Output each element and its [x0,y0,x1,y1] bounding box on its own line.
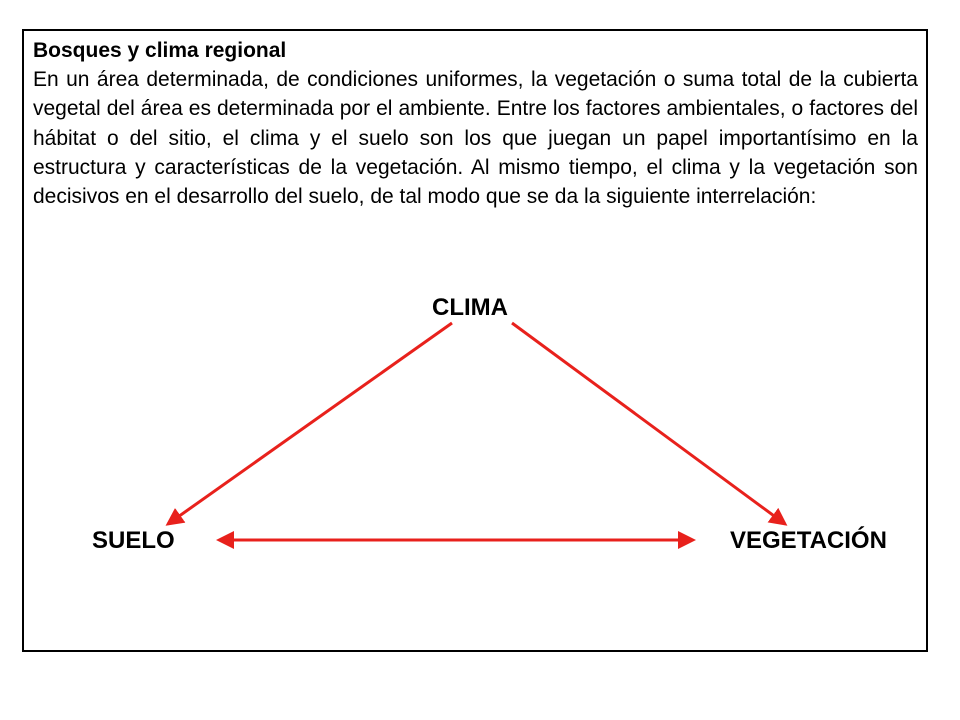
node-vegetacion: VEGETACIÓN [730,527,887,554]
arrow-clima-to-vegetacion [512,323,785,524]
slide-paragraph: En un área determinada, de condiciones uniformes, la vegetación o suma total de la cubierta vegetal del área es determinada por el ambiente. Entre los factores ambientales, o factores del hábitat o del sitio, el clima y el suelo son los que juegan un papel importantísimo en la estructura y características de la vegetación. Al mismo tiempo, el clima y la vegetación son decisivos en el desarrollo del suelo, de tal modo que se da la siguiente interrelación: [33,68,918,209]
node-clima: CLIMA [432,294,508,321]
arrow-clima-to-suelo [168,323,452,524]
slide-title: Bosques y clima regional [33,39,287,62]
node-suelo: SUELO [92,527,175,554]
